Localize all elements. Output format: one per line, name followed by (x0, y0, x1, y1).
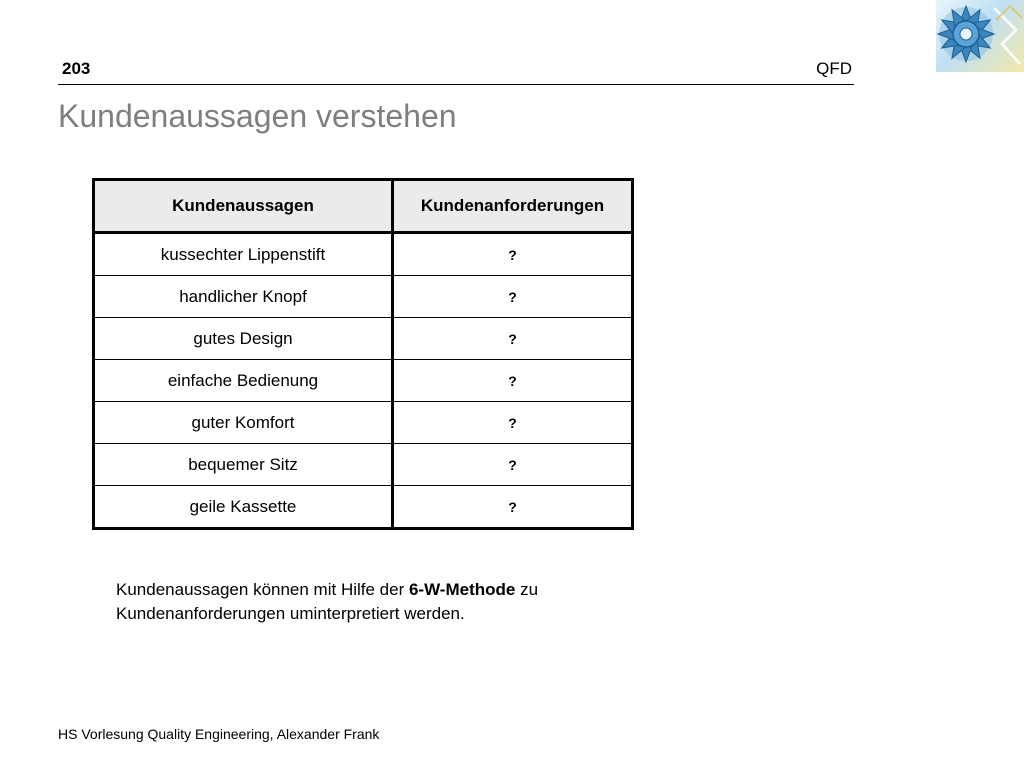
table-header-row (94, 180, 633, 233)
statement-cell: einfache Bedienung (94, 360, 393, 402)
table-row (94, 486, 633, 529)
section-label: QFD (816, 59, 852, 78)
statement-cell: gutes Design (94, 318, 393, 360)
header-divider (58, 84, 854, 85)
note-text-before: Kundenaussagen können mit Hilfe der (116, 580, 409, 599)
statement-cell: handlicher Knopf (94, 276, 393, 318)
slide-number: 203 (62, 59, 91, 78)
note-method-emphasis: 6-W-Methode (408, 580, 516, 599)
statement-cell: kussechter Lippenstift (94, 233, 393, 276)
column-header-statements: Kundenaussagen (94, 180, 393, 233)
table-row (94, 233, 633, 276)
statement-cell: bequemer Sitz (94, 444, 393, 486)
table-row (94, 276, 633, 318)
requirement-cell: ? (393, 276, 633, 318)
customer-requirements-table (92, 178, 634, 530)
requirement-cell: ? (393, 318, 633, 360)
requirement-cell: ? (393, 444, 633, 486)
explanation-note (116, 578, 636, 626)
requirement-cell: ? (393, 402, 633, 444)
slide-title: Kundenaussagen verstehen (58, 98, 457, 134)
statement-cell: guter Komfort (94, 402, 393, 444)
note-text-after: zu Kundenanforderungen uminterpretiert werden. (116, 580, 539, 623)
column-header-requirements: Kundenanforderungen (393, 180, 633, 233)
table-row (94, 318, 633, 360)
gear-turbine-logo-icon (936, 0, 1024, 72)
requirement-cell: ? (393, 233, 633, 276)
table-row (94, 360, 633, 402)
table-row (94, 444, 633, 486)
requirement-cell: ? (393, 486, 633, 529)
requirement-cell: ? (393, 360, 633, 402)
statement-cell: geile Kassette (94, 486, 393, 529)
footer-credit: HS Vorlesung Quality Engineering, Alexander Frank (58, 726, 380, 742)
table-row (94, 402, 633, 444)
